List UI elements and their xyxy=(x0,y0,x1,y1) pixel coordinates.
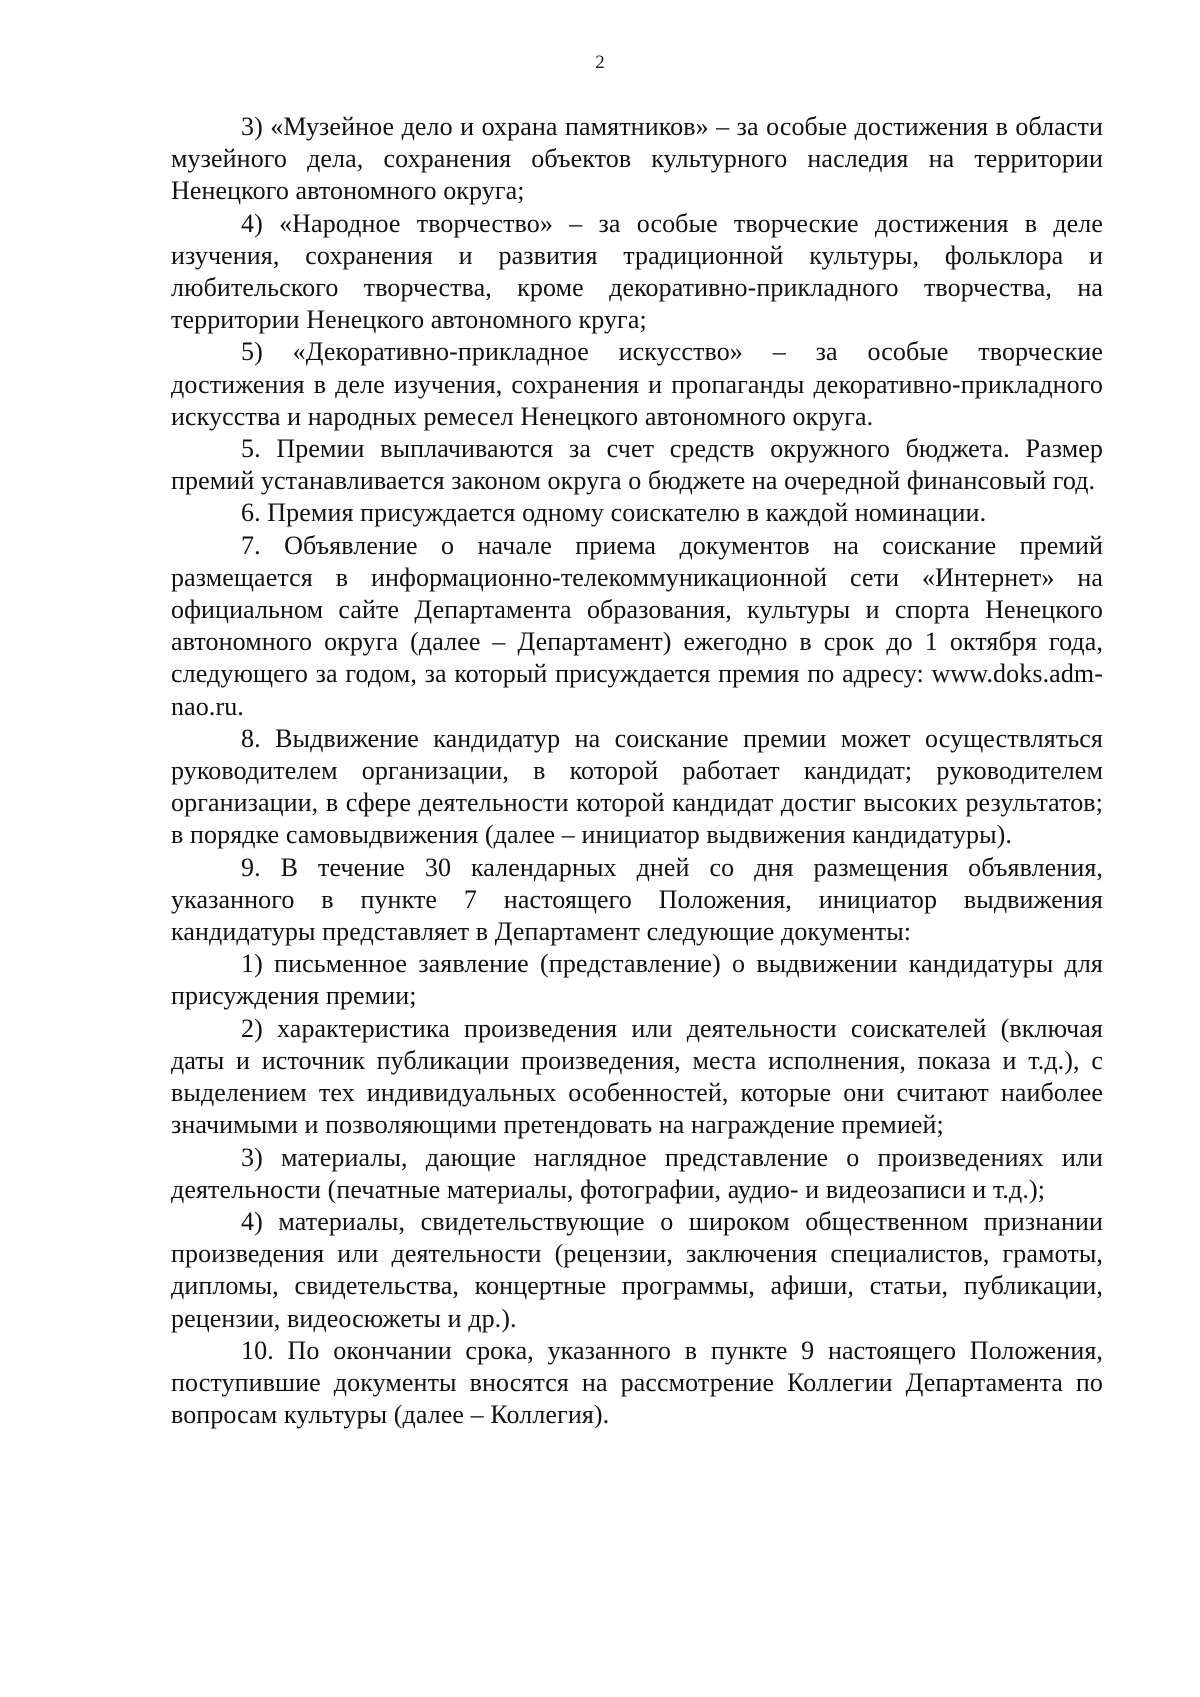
paragraph-doc-item-3: 3) материалы, дающие наглядное представление о произведениях или деятельности (печатные материалы, фотографии, аудио- и видеозаписи и т.д.); xyxy=(171,1142,1103,1204)
paragraph-item-4: 4) «Народное творчество» – за особые творческие достижения в деле изучения, сохранения и развития традиционной культуры, фольклора и любительского творчества, кроме декоративно-прикладного творчества, на территории Ненецкого автономного круга; xyxy=(171,208,1103,335)
paragraph-clause-5: 5. Премии выплачиваются за счет средств окружного бюджета. Размер премий устанавливается законом округа о бюджете на очередной финансовый год. xyxy=(171,434,1103,496)
paragraph-clause-8: 8. Выдвижение кандидатур на соискание премии может осуществляться руководителем организации, в которой работает кандидат; руководителем организации, в сфере деятельности которой кандидат достиг высоких результатов; в порядке самовыдвижения (далее – инициатор выдвижения кандидатуры). xyxy=(171,723,1103,850)
paragraph-clause-6: 6. Премия присуждается одному соискателю в каждой номинации. xyxy=(241,498,987,528)
paragraph-doc-item-1: 1) письменное заявление (представление) о выдвижении кандидатуры для присуждения премии; xyxy=(171,949,1103,1011)
paragraph-item-3: 3) «Музейное дело и охрана памятников» – за особые достижения в области музейного дела, сохранения объектов культурного наследия на территории Ненецкого автономного округа; xyxy=(171,112,1103,206)
paragraph-item-5: 5) «Декоративно-прикладное искусство» – за особые творческие достижения в деле изучения, сохранения и пропаганды декоративно-прикладного искусства и народных ремесел Ненецкого автономного округа. xyxy=(171,337,1103,431)
paragraph-clause-10: 10. По окончании срока, указанного в пункте 9 настоящего Положения, поступившие документы вносятся на рассмотрение Коллегии Департамента по вопросам культуры (далее – Коллегия). xyxy=(171,1335,1103,1430)
paragraph-clause-7: 7. Объявление о начале приема документов на соискание премий размещается в информационно-телекоммуникационной сети «Интернет» на официальном сайте Департамента образования, культуры и спорта Ненецкого автономного округа (далее – Департамент) ежегодно в срок до 1 октября года, следующего за годом, за который присуждается премия по адресу: www.doks.adm-nao.ru. xyxy=(171,530,1103,721)
paragraph-clause-9: 9. В течение 30 календарных дней со дня размещения объявления, указанного в пункте 7 настоящего Положения, инициатор выдвижения кандидатуры представляет в Департамент следующие документы: xyxy=(171,852,1103,947)
paragraph-doc-item-2: 2) характеристика произведения или деятельности соискателей (включая даты и источник публикации произведения, места исполнения, показа и т.д.), с выделением тех индивидуальных особенностей, которые они считают наиболее значимыми и позволяющими претендовать на награждение премией; xyxy=(171,1013,1103,1140)
page-number: 2 xyxy=(595,52,605,73)
paragraph-doc-item-4: 4) материалы, свидетельствующие о широком общественном признании произведения или деятельности (рецензии, заключения специалистов, грамоты, дипломы, свидетельства, концертные программы, афиши, статьи, публикации, рецензии, видеосюжеты и др.). xyxy=(171,1206,1103,1333)
document-body xyxy=(171,111,1103,1431)
